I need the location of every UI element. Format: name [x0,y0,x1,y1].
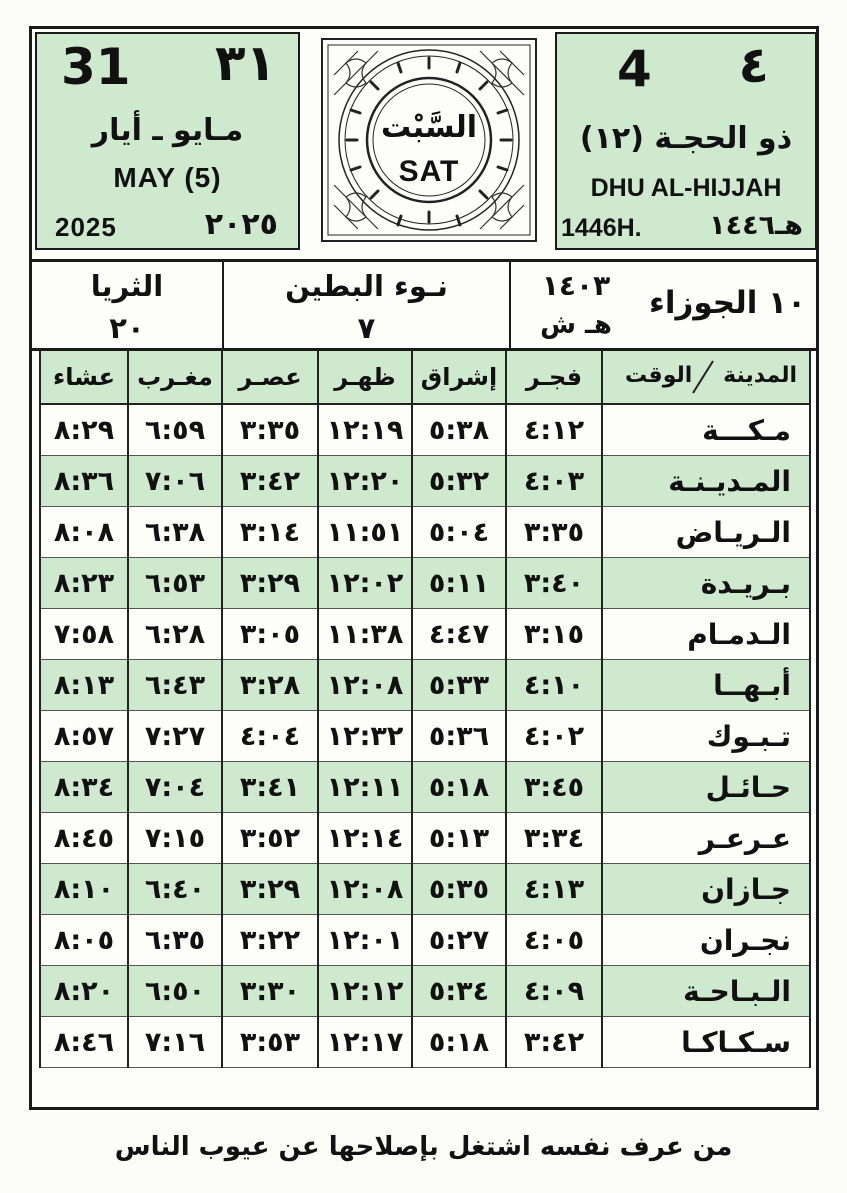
calendar-page [29,26,819,1110]
fajr-time: ٤:٠٢ [506,711,602,762]
asr-time: ٣:٢٩ [222,558,318,609]
table-row [40,864,810,915]
table-row [40,1017,810,1068]
isha-time: ٨:٤٥ [40,813,128,864]
city-name: أبـهــا [602,660,810,711]
hijri-date-box [555,32,817,250]
isha-time: ٨:٣٦ [40,456,128,507]
fajr-time: ٣:٣٤ [506,813,602,864]
fajr-time: ٤:٠٣ [506,456,602,507]
asr-time: ٣:٢٢ [222,915,318,966]
maghrib-time: ٧:١٦ [128,1017,222,1068]
anwa-cell [224,262,509,348]
city-name: عـرعـر [602,813,810,864]
table-row [40,813,810,864]
fajr-time: ٤:٠٩ [506,966,602,1017]
isha-time: ٨:٥٧ [40,711,128,762]
fajr-time: ٣:٤٢ [506,1017,602,1068]
maghrib-time: ٧:١٥ [128,813,222,864]
maghrib-time: ٦:٤٠ [128,864,222,915]
isha-time: ٨:٠٨ [40,507,128,558]
dhuhr-time: ١٢:١٤ [318,813,412,864]
hijri-year-arabic: هـ١٤٤٦ [709,210,803,241]
dhuhr-time: ١٢:٠٢ [318,558,412,609]
maghrib-time: ٧:٢٧ [128,711,222,762]
dhuhr-time: ١٢:١٧ [318,1017,412,1068]
gregorian-day-latin: 31 [61,38,131,96]
asr-time: ٣:٥٣ [222,1017,318,1068]
shuruq-time: ٥:١٨ [412,762,506,813]
asr-time: ٣:١٤ [222,507,318,558]
asr-time: ٣:٥٢ [222,813,318,864]
header-asr: عصـر [222,351,318,404]
fajr-time: ٤:١٣ [506,864,602,915]
isha-time: ٨:٠٥ [40,915,128,966]
season-info-row [32,259,816,351]
isha-time: ٨:٢٩ [40,404,128,456]
isha-time: ٨:١٣ [40,660,128,711]
dhuhr-time: ١٢:٠٨ [318,864,412,915]
isha-time: ٨:٢٠ [40,966,128,1017]
asr-time: ٣:٢٨ [222,660,318,711]
maghrib-time: ٦:٣٥ [128,915,222,966]
header-city: المدينة [723,363,797,388]
shuruq-time: ٥:٣٣ [412,660,506,711]
star-label: الثريا [90,269,164,303]
gregorian-year-arabic: ٢٠٢٥ [204,207,278,242]
gregorian-month-arabic: مـايو ـ أيار [91,113,244,148]
isha-time: ٨:٤٦ [40,1017,128,1068]
shuruq-time: ٥:٠٤ [412,507,506,558]
hijri-day-arabic: ٤ [738,36,769,94]
gregorian-day-arabic: ٣١ [214,34,276,92]
star-value: ٢٠ [109,311,145,345]
asr-time: ٣:٣٠ [222,966,318,1017]
maghrib-time: ٦:٢٨ [128,609,222,660]
gregorian-month-latin: MAY (5) [113,162,222,193]
shuruq-time: ٥:٣٤ [412,966,506,1017]
table-row [40,966,810,1017]
maghrib-time: ٦:٥٠ [128,966,222,1017]
header-city-time [602,351,810,404]
asr-time: ٣:٣٥ [222,404,318,456]
asr-time: ٣:٢٩ [222,864,318,915]
isha-time: ٧:٥٨ [40,609,128,660]
city-name: الـبـاحـة [602,966,810,1017]
shuruq-time: ٥:٢٧ [412,915,506,966]
dhuhr-time: ١١:٣٨ [318,609,412,660]
city-name: نجـران [602,915,810,966]
header-maghrib: مغـرب [128,351,222,404]
table-row [40,915,810,966]
table-row [40,404,810,456]
shuruq-time: ٥:١٨ [412,1017,506,1068]
city-name: الـريـاض [602,507,810,558]
shuruq-time: ٤:٤٧ [412,609,506,660]
maghrib-time: ٦:٥٩ [128,404,222,456]
star-cell [32,262,222,348]
dhuhr-time: ١٢:٢٠ [318,456,412,507]
shuruq-time: ٥:٣٢ [412,456,506,507]
fajr-time: ٤:١٢ [506,404,602,456]
shuruq-time: ٥:٣٦ [412,711,506,762]
gregorian-date-box [35,32,300,250]
maghrib-time: ٦:٤٣ [128,660,222,711]
asr-time: ٤:٠٤ [222,711,318,762]
city-name: حـائـل [602,762,810,813]
table-header-row [40,351,810,404]
maghrib-time: ٧:٠٤ [128,762,222,813]
dhuhr-time: ١٢:١٢ [318,966,412,1017]
table-row [40,456,810,507]
dhuhr-time: ١١:٥١ [318,507,412,558]
maghrib-time: ٦:٥٣ [128,558,222,609]
fajr-time: ٣:٤٥ [506,762,602,813]
dhuhr-time: ١٢:١٩ [318,404,412,456]
header-isha: عشاء [40,351,128,404]
shuruq-time: ٥:١١ [412,558,506,609]
zodiac: ١٠ الجوزاء [649,285,806,321]
dhuhr-time: ١٢:٣٢ [318,711,412,762]
city-name: الـدمـام [602,609,810,660]
shuruq-time: ٥:٣٥ [412,864,506,915]
asr-time: ٣:٤١ [222,762,318,813]
shuruq-time: ٥:١٣ [412,813,506,864]
shuruq-time: ٥:٣٨ [412,404,506,456]
table-row [40,507,810,558]
isha-time: ٨:١٠ [40,864,128,915]
hijri-year-latin: 1446H. [561,214,642,242]
footer-proverb: من عرف نفسه اشتغل بإصلاحها عن عيوب الناس [114,1132,733,1162]
anwa-value: ٧ [357,311,376,345]
hijri-day-latin: 4 [617,40,652,98]
table-row [40,762,810,813]
dhuhr-time: ١٢:٠١ [318,915,412,966]
isha-time: ٨:٢٣ [40,558,128,609]
header-divider-slash [689,359,717,395]
solar-year: ١٤٠٣ [541,269,611,302]
hijri-month-latin: DHU AL-HIJJAH [590,174,782,202]
fajr-time: ٤:٠٥ [506,915,602,966]
header-fajr: فجـر [506,351,602,404]
fajr-time: ٣:١٥ [506,609,602,660]
table-row [40,609,810,660]
fajr-time: ٣:٤٠ [506,558,602,609]
emblem-day-latin: SAT [398,155,460,188]
solar-suffix: هـ ش [540,310,612,340]
dhuhr-time: ١٢:١١ [318,762,412,813]
city-name: سـكـاكـا [602,1017,810,1068]
gregorian-year-latin: 2025 [55,212,117,242]
maghrib-time: ٦:٣٨ [128,507,222,558]
anwa-label: نـوء البطين [285,269,448,303]
hijri-month-arabic: ذو الحجـة (١٢) [579,121,793,156]
header-dhuhr: ظهـر [318,351,412,404]
table-row [40,660,810,711]
table-row [40,711,810,762]
city-name: جـازان [602,864,810,915]
city-name: المـديـنـة [602,456,810,507]
prayer-times-table [39,351,811,1068]
city-name: مـكـــة [602,404,810,456]
asr-time: ٣:٠٥ [222,609,318,660]
city-name: بـريـدة [602,558,810,609]
city-name: تـبـوك [602,711,810,762]
day-emblem [318,35,540,245]
isha-time: ٨:٣٤ [40,762,128,813]
fajr-time: ٤:١٠ [506,660,602,711]
maghrib-time: ٧:٠٦ [128,456,222,507]
header-time: الوقت [625,363,693,388]
table-row [40,558,810,609]
fajr-time: ٣:٣٥ [506,507,602,558]
asr-time: ٣:٤٢ [222,456,318,507]
dhuhr-time: ١٢:٠٨ [318,660,412,711]
solar-cell [511,262,816,348]
header-shuruq: إشراق [412,351,506,404]
emblem-day-arabic: السَّبْت [380,110,478,145]
